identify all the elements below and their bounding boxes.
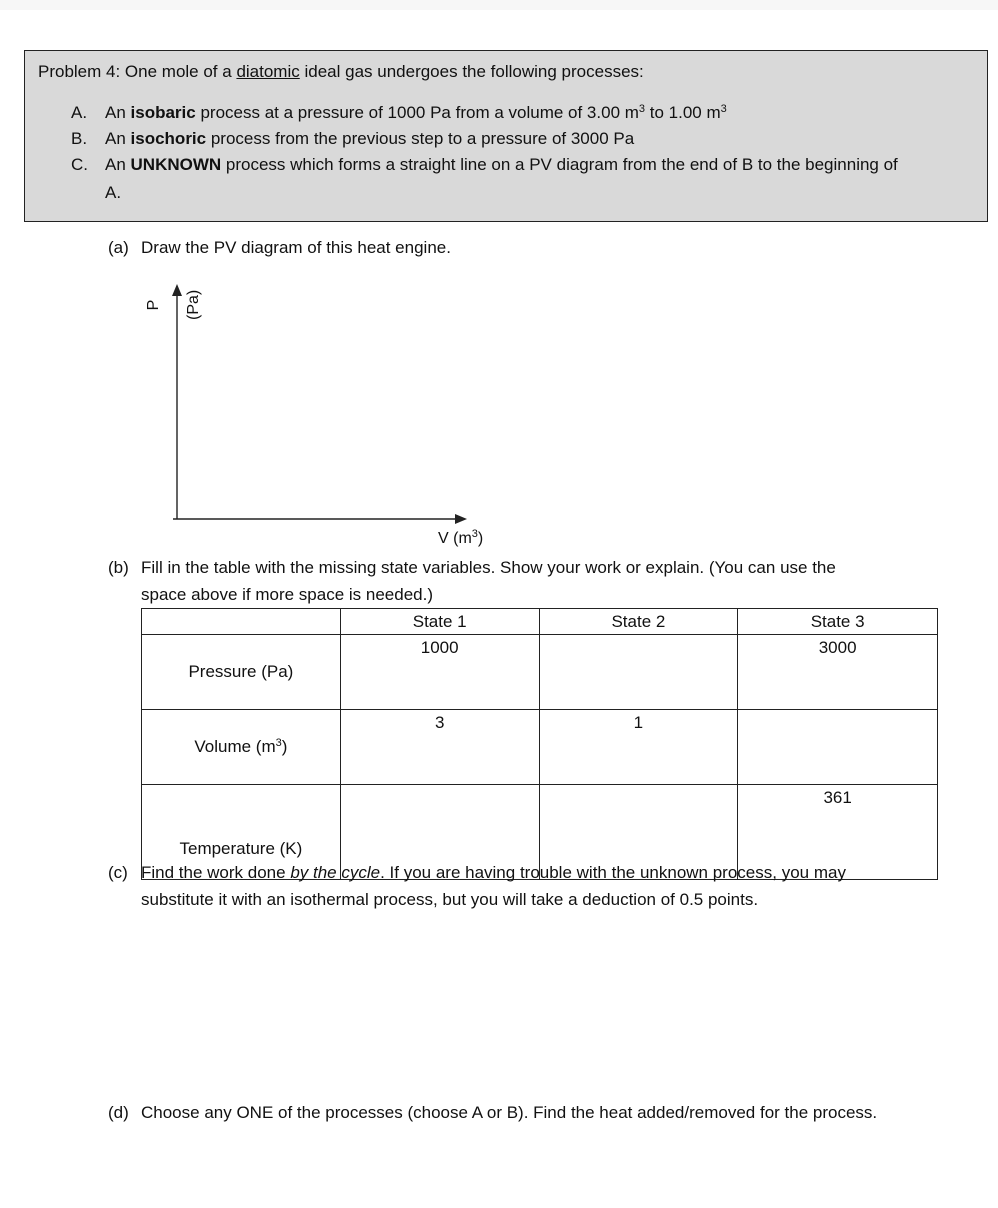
pv-diagram-axes [0, 0, 998, 560]
y-axis-label: P (Pa) [145, 289, 202, 320]
cell-temperature-state-3[interactable]: 361 [738, 785, 938, 880]
x-axis-arrow-icon [455, 514, 467, 524]
x-axis-label: V $(m^3)$ [438, 528, 484, 547]
table-row-pressure [142, 635, 938, 710]
row-label-volume: Volume $(m^3)$ [142, 710, 341, 785]
header-state-2: State 2 [539, 609, 738, 635]
cell-volume-state-3[interactable] [738, 710, 938, 785]
header-state-3: State 3 [738, 609, 938, 635]
table-row-volume [142, 710, 938, 785]
header-state-1: State 1 [340, 609, 539, 635]
header-blank [142, 609, 341, 635]
cell-pressure-state-1[interactable]: 1000 [340, 635, 539, 710]
cell-pressure-state-2[interactable] [539, 635, 738, 710]
state-variables-table [141, 608, 938, 880]
process-item-c-continuation: A. [105, 183, 122, 202]
table-header-row [142, 609, 938, 635]
problem-statement-box: Problem 4: One mole of a diatomic ideal gas undergoes the following processes: A. An isobaric process at a pressure of 1000 Pa from a volume of 3.00 $m^3$ to 1.00 $m^3$ B. An isochoric process from the previous step to a pressure of 3000 Pa C. An UNKNOWN process which forms a straight line on a PV diagram from the end of B to the beginning of A. [24, 50, 988, 222]
cell-pressure-state-3[interactable]: 3000 [738, 635, 938, 710]
row-label-pressure: Pressure (Pa) [142, 635, 341, 710]
problem-title: Problem 4: One mole of a diatomic ideal gas undergoes the following processes: [38, 62, 644, 81]
row-label-temperature: Temperature (K) [142, 785, 341, 880]
cell-volume-state-1[interactable]: 3 [340, 710, 539, 785]
cell-volume-state-2[interactable]: 1 [539, 710, 738, 785]
diatomic-underlined: diatomic [236, 62, 300, 81]
